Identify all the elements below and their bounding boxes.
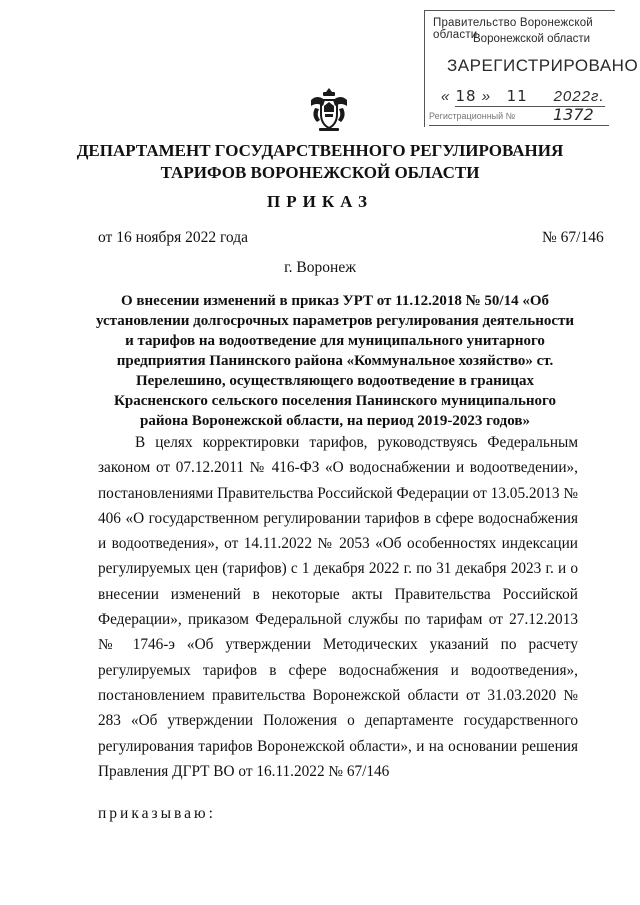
city: г. Воронеж bbox=[284, 259, 356, 276]
preamble-text: В целях корректировки тарифов, руководствуясь Федеральным законом от 07.12.2011 № 416-ФЗ «О водоснабжении и водоотведении», постановлениями Правительства Российской Федерации от 13.05.2013 № 406 «О государственном регулировании тарифов в сфере водоснабжения и водоотведения», от 14.11.2022 № 2053 «Об особенностях индексации регулируемых цен (тарифов) с 1 декабря 2022 г. по 31 декабря 2023 г. и о внесении изменений в некоторые акты Правительства Российской Федерации», приказом Федеральной службы по тарифам от 27.12.2013 № 1746-э «Об утверждении Методических указаний по расчету регулируемых тарифов в сфере водоснабжения и водоотведения», постановлением правительства Воронежской области от 31.03.2020 № 283 «Об утверждении Положения о департаменте государственного регулирования тарифов Воронежской области», и на основании решения Правления ДГРТ ВО от 16.11.2022 № 67/146 bbox=[98, 434, 578, 780]
order-date: от 16 ноября 2022 года bbox=[98, 229, 249, 246]
stamp-number-label: Регистрационный № bbox=[429, 111, 516, 121]
document-type: ПРИКАЗ bbox=[267, 192, 373, 211]
stamp-authority: Правительство Воронежской области bbox=[433, 17, 593, 41]
stamp-number: 1372 bbox=[553, 105, 594, 124]
coat-of-arms-icon bbox=[307, 86, 351, 134]
order-subject: О внесении изменений в приказ УРТ от 11.12.2018 № 50/14 «Об установлении долгосрочных параметров регулирования деятельности и тарифов на водоотведение для муниципального унитарного предприятия Панинского района «Коммунальное хозяйство» ст. Перелешино, осуществляющего водоотведение в границах Красненского сельского поселения Панинского муниципального района Воронежской области, на период 2019-2023 годов» bbox=[95, 293, 575, 429]
order-operative-word: приказываю: bbox=[98, 805, 216, 822]
stamp-number-underline bbox=[429, 125, 609, 126]
org-name-line1: ДЕПАРТАМЕНТ ГОСУДАРСТВЕННОГО РЕГУЛИРОВАНИЯ bbox=[76, 141, 564, 160]
order-number: № 67/146 bbox=[542, 229, 604, 246]
org-name-line2: ТАРИФОВ ВОРОНЕЖСКОЙ ОБЛАСТИ bbox=[160, 163, 480, 182]
stamp-registered: ЗАРЕГИСТРИРОВАНО bbox=[447, 56, 639, 75]
stamp-month: 11 bbox=[506, 87, 528, 105]
stamp-region: Воронежской области bbox=[473, 33, 591, 45]
registration-stamp bbox=[424, 10, 639, 127]
stamp-day: 18 bbox=[455, 87, 477, 105]
stamp-date: « 18 » 11 2022г. bbox=[441, 87, 605, 105]
stamp-year: 2022г. bbox=[553, 88, 605, 105]
